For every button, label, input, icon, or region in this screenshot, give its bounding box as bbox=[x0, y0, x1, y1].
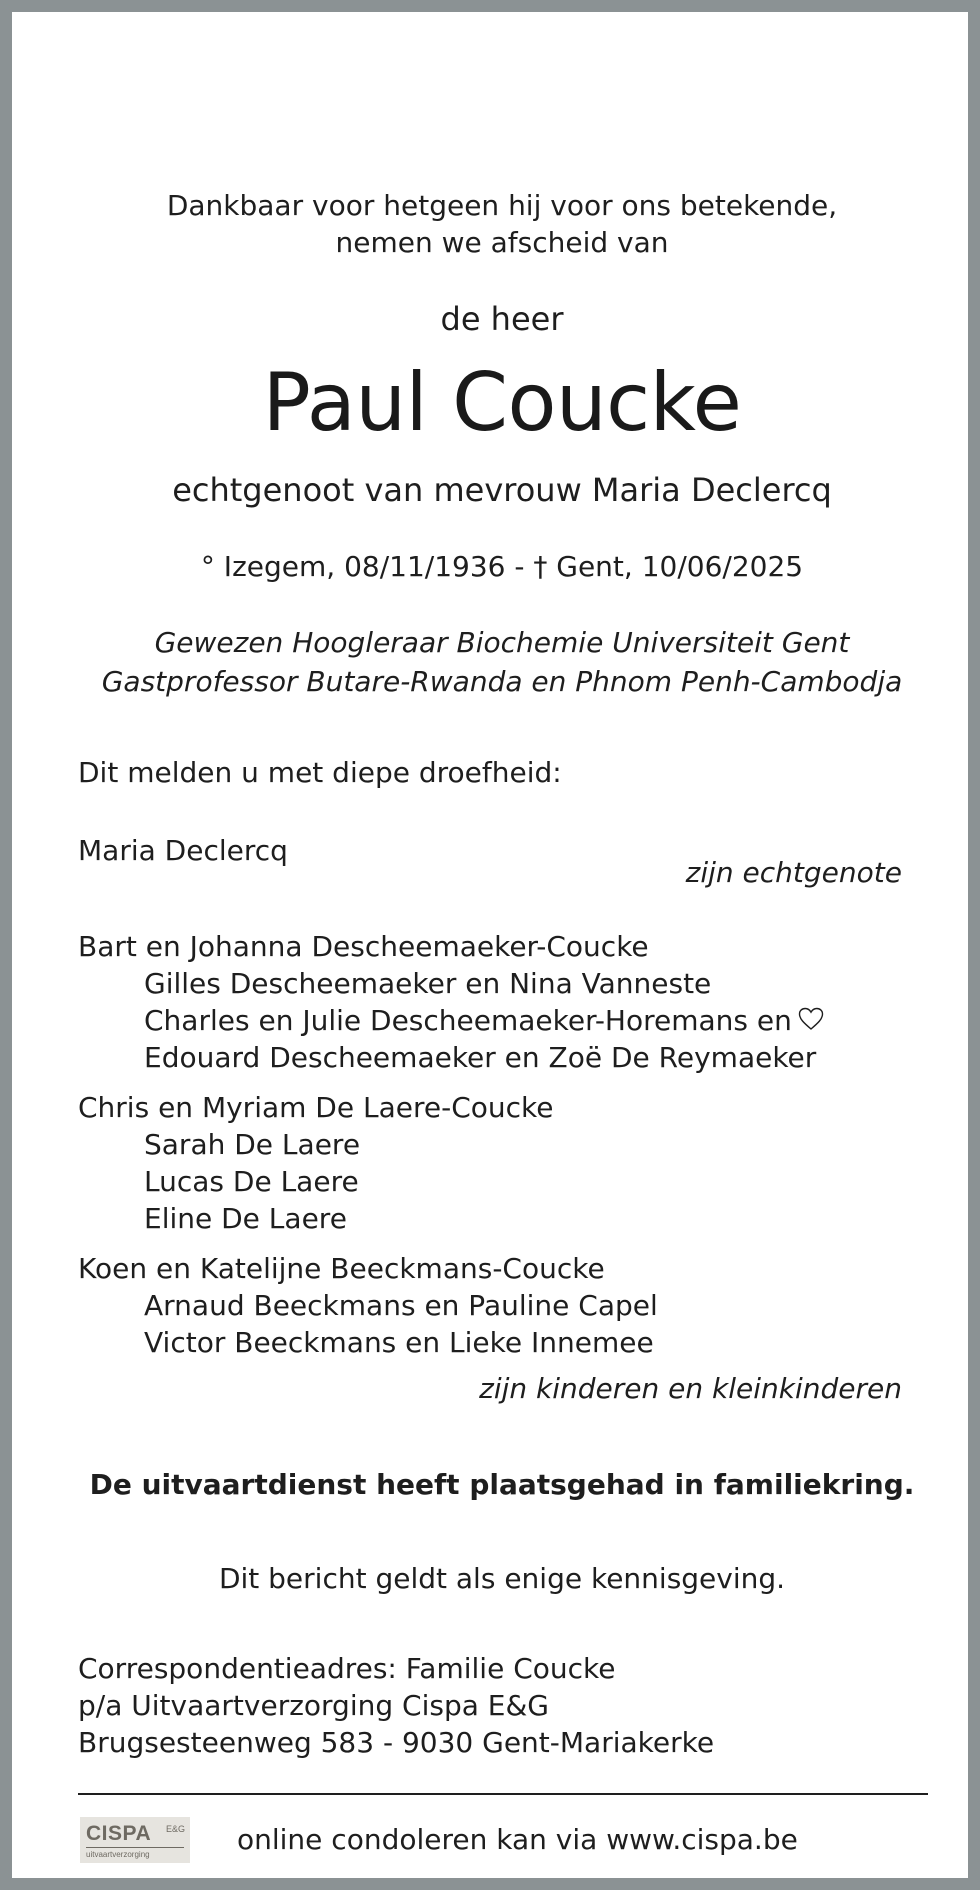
spouse-name: Maria Declercq bbox=[78, 834, 288, 867]
logo-underline bbox=[86, 1847, 184, 1848]
family-member: Sarah De Laere bbox=[144, 1128, 361, 1161]
correspondence-line-1: Correspondentieadres: Familie Coucke bbox=[78, 1652, 616, 1685]
intro-line-2: nemen we afscheid van bbox=[335, 226, 669, 259]
spouse-line: echtgenoot van mevrouw Maria Declercq bbox=[172, 471, 832, 509]
logo-superscript: E&G bbox=[166, 1824, 186, 1834]
correspondence-line-3: Brugsesteenweg 583 - 9030 Gent-Mariakerke bbox=[78, 1726, 715, 1759]
children-relation: zijn kinderen en kleinkinderen bbox=[479, 1372, 902, 1405]
family-member-with-heart bbox=[144, 1004, 824, 1037]
family-member: Gilles Descheemaeker en Nina Vanneste bbox=[144, 967, 712, 1000]
logo-subtitle: uitvaartverzorging bbox=[86, 1850, 150, 1859]
family-member: Eline De Laere bbox=[144, 1202, 347, 1235]
family-member: Edouard Descheemaeker en Zoë De Reymaeker bbox=[144, 1041, 817, 1074]
family-member: Lucas De Laere bbox=[144, 1165, 359, 1198]
service-notice: De uitvaartdienst heeft plaatsgehad in familiekring. bbox=[89, 1468, 915, 1501]
title-line-2: Gastprofessor Butare-Rwanda en Phnom Penh-Cambodja bbox=[101, 665, 903, 698]
divider bbox=[78, 1793, 928, 1795]
heart-icon bbox=[798, 1007, 824, 1031]
family-member: Arnaud Beeckmans en Pauline Capel bbox=[144, 1289, 658, 1322]
family-head: Koen en Katelijne Beeckmans-Coucke bbox=[78, 1252, 605, 1285]
family-head: Chris en Myriam De Laere-Coucke bbox=[78, 1091, 554, 1124]
honorific: de heer bbox=[440, 300, 564, 338]
online-condolence: online condoleren kan via www.cispa.be bbox=[237, 1823, 798, 1856]
announcement: Dit melden u met diepe droefheid: bbox=[78, 756, 562, 789]
professional-titles bbox=[12, 623, 980, 701]
family-head: Bart en Johanna Descheemaeker-Coucke bbox=[78, 930, 649, 963]
spouse-relation: zijn echtgenote bbox=[685, 856, 902, 889]
deceased-name: Paul Coucke bbox=[262, 356, 742, 449]
logo-word: CISPA bbox=[86, 1822, 152, 1845]
intro-text bbox=[12, 187, 980, 261]
cispa-logo bbox=[80, 1817, 190, 1863]
family-member: Victor Beeckmans en Lieke Innemee bbox=[144, 1326, 654, 1359]
title-line-1: Gewezen Hoogleraar Biochemie Universiteit Gent bbox=[154, 626, 850, 659]
intro-line-1: Dankbaar voor hetgeen hij voor ons betekende, bbox=[166, 189, 838, 222]
birth-death-dates: ° Izegem, 08/11/1936 - † Gent, 10/06/2025 bbox=[200, 550, 804, 583]
family-member: Charles en Julie Descheemaeker-Horemans en bbox=[144, 1004, 792, 1037]
notice-validity: Dit bericht geldt als enige kennisgeving. bbox=[218, 1562, 786, 1595]
correspondence-line-2: p/a Uitvaartverzorging Cispa E&G bbox=[78, 1689, 549, 1722]
